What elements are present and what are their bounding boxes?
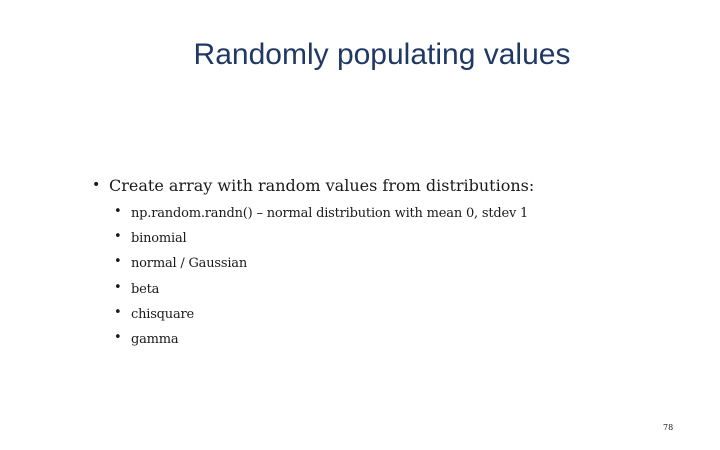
sub-bullet-text: beta <box>131 281 160 297</box>
page-number: 78 <box>663 423 674 432</box>
sub-bullet-item <box>114 204 528 229</box>
bullet-dot-icon: • <box>92 177 101 193</box>
sub-bullet-text: gamma <box>131 331 179 347</box>
sub-bullet-dot-icon: • <box>114 229 122 245</box>
sub-bullet-dot-icon: • <box>114 204 122 219</box>
bullet-list <box>92 176 534 196</box>
bullet-item <box>92 176 534 196</box>
sub-bullet-list <box>114 204 528 355</box>
sub-bullet-item <box>114 280 528 305</box>
sub-bullet-dot-icon: • <box>114 304 122 320</box>
slide-title: Randomly populating values <box>193 38 571 71</box>
sub-bullet-item <box>114 330 528 355</box>
sub-bullet-text: binomial <box>131 231 187 247</box>
bullet-text: Create array with random values from distributions: <box>109 176 535 195</box>
sub-bullet-text: normal / Gaussian <box>131 256 248 272</box>
sub-bullet-item <box>114 254 528 279</box>
sub-bullet-item <box>114 229 528 254</box>
sub-bullet-text: np.random.randn() – normal distribution with mean 0, stdev 1 <box>131 206 529 221</box>
sub-bullet-dot-icon: • <box>114 279 122 295</box>
sub-bullet-text: chisquare <box>131 306 195 322</box>
sub-bullet-dot-icon: • <box>114 254 122 270</box>
sub-bullet-item <box>114 305 528 330</box>
sub-bullet-dot-icon: • <box>114 329 122 345</box>
